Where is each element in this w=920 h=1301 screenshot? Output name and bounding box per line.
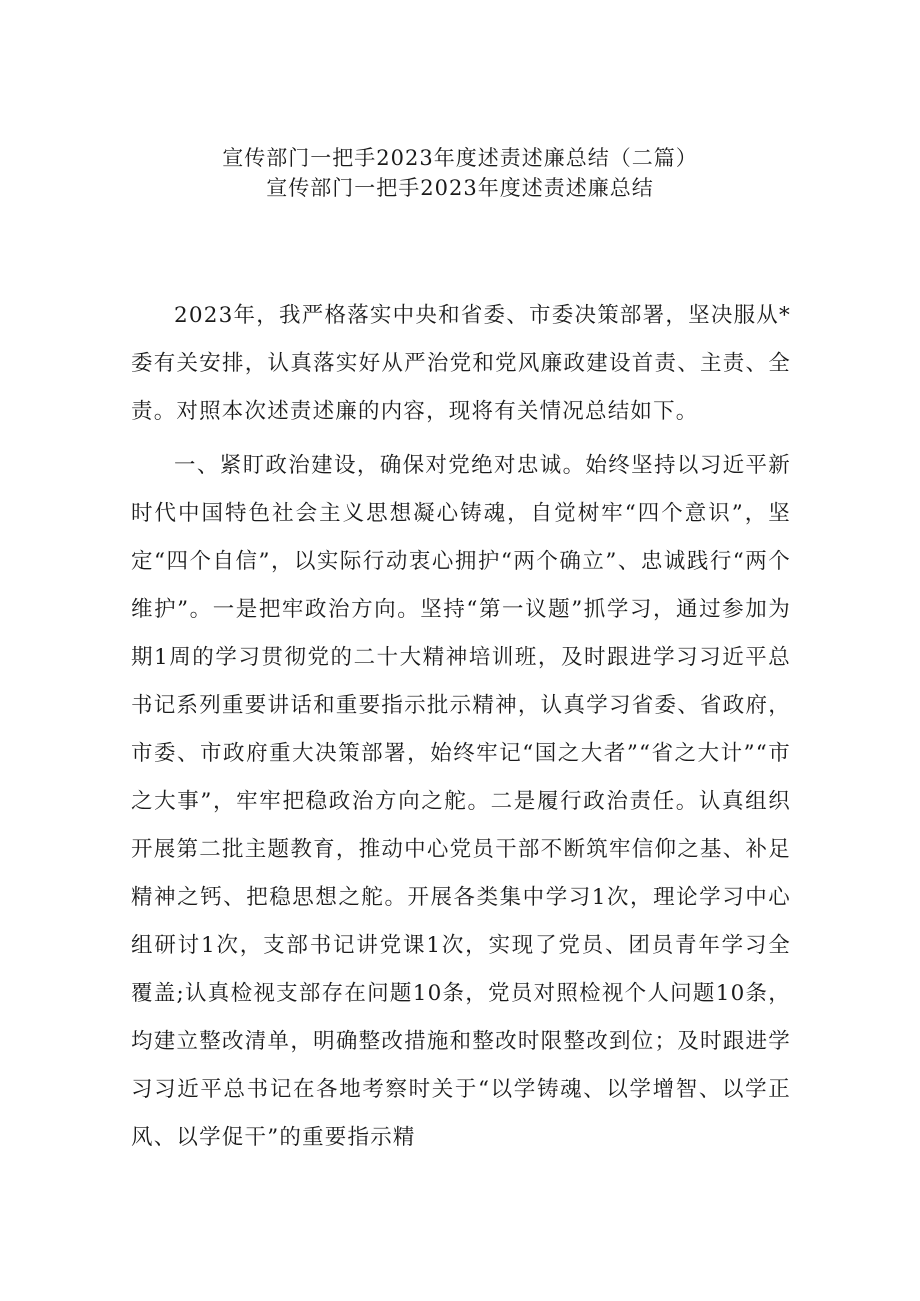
document-title: 宣传部门一把手2023年度述责述廉总结（二篇） [222,146,698,170]
paragraph-section-one: 一、紧盯政治建设，确保对党绝对忠诚。始终坚持以习近平新时代中国特色社会主义思想凝心铸魂，自觉树牢“四个意识”，坚定“四个自信”，以实际行动衷心拥护“两个确立”、忠诚践行“两个维护”。一是把牢政治方向。坚持“第一议题”抓学习，通过参加为期1周的学习贯彻党的二十大精神培训班，及时跟进学习习近平总书记系列重要讲话和重要指示批示精神，认真学习省委、省政府，市委、市政府重大决策部署，始终牢记“国之大者”“省之大计”“市之大事”，牢牢把稳政治方向之舵。二是履行政治责任。认真组织开展第二批主题教育，推动中心党员干部不断筑牢信仰之基、补足精神之钙、把稳思想之舵。开展各类集中学习1次，理论学习中心组研讨1次，支部书记讲党课1次，实现了党员、团员青年学习全覆盖;认真检视支部存在问题10条，党员对照检视个人问题10条，均建立整改清单，明确整改措施和整改时限整改到位；及时跟进学习习近平总书记在各地考察时关于“以学铸魂、以学增智、以学正风、以学促干”的重要指示精 [131,453,791,1150]
paragraph-intro: 2023年，我严格落实中央和省委、市委决策部署，坚决服从*委有关安排，认真落实好从严治党和党风廉政建设首责、主责、全责。对照本次述责述廉的内容，现将有关情况总结如下。 [131,303,791,424]
document-subtitle: 宣传部门一把手2023年度述责述廉总结 [266,176,654,200]
document-body [131,292,791,1168]
document-titles [0,143,920,203]
